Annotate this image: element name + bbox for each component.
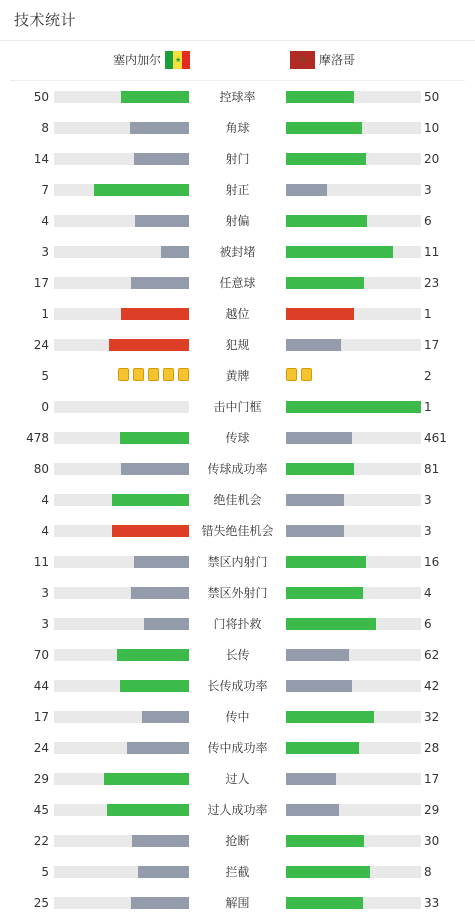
home-value: 478	[26, 431, 49, 445]
stat-row	[0, 149, 475, 169]
home-value: 7	[41, 183, 49, 197]
stat-label: 控球率	[219, 90, 256, 104]
yellow-card-icon	[301, 368, 312, 381]
stat-row	[0, 831, 475, 851]
stat-row	[0, 490, 475, 510]
away-bar-fill	[286, 153, 366, 165]
stat-label: 过人	[225, 772, 250, 786]
away-bar-fill	[286, 742, 359, 754]
stat-row	[0, 552, 475, 572]
away-bar-track	[286, 773, 421, 785]
away-bar-fill	[286, 339, 341, 351]
away-bar-track	[286, 277, 421, 289]
yellow-card-icon	[148, 368, 159, 381]
home-value: 8	[41, 121, 49, 135]
away-bar-track	[286, 866, 421, 878]
away-value: 29	[424, 803, 440, 817]
yellow-card-icon	[163, 368, 174, 381]
stat-row	[0, 893, 475, 913]
stat-label: 错失绝佳机会	[201, 524, 274, 538]
stat-label: 传中成功率	[207, 741, 268, 755]
away-value: 3	[424, 524, 432, 538]
away-bar-track	[286, 711, 421, 723]
away-bar-track	[286, 618, 421, 630]
home-bar-fill	[132, 835, 189, 847]
home-value: 3	[41, 586, 49, 600]
away-bar-track	[286, 587, 421, 599]
away-bar-fill	[286, 618, 376, 630]
yellow-card-icon	[178, 368, 189, 381]
away-bar-fill	[286, 897, 363, 909]
home-bar-track	[54, 556, 189, 568]
away-value: 62	[424, 648, 440, 662]
away-bar-track	[286, 308, 421, 320]
home-bar-track	[54, 494, 189, 506]
stat-row	[0, 707, 475, 727]
away-bar-fill	[286, 835, 364, 847]
away-bar-fill	[286, 308, 354, 320]
away-value: 6	[424, 214, 432, 228]
home-value: 22	[33, 834, 49, 848]
away-yellow-cards	[286, 368, 312, 381]
page-title: 技术统计	[14, 11, 77, 29]
home-value: 3	[41, 245, 49, 259]
away-bar-track	[286, 649, 421, 661]
away-bar-track	[286, 742, 421, 754]
home-value: 24	[33, 338, 49, 352]
away-bar-track	[286, 556, 421, 568]
away-value: 2	[424, 369, 432, 383]
away-bar-fill	[286, 556, 366, 568]
away-value: 32	[424, 710, 440, 724]
home-bar-track	[54, 153, 189, 165]
yellow-card-icon	[133, 368, 144, 381]
away-bar-track	[286, 494, 421, 506]
home-value: 5	[41, 865, 49, 879]
away-bar-track	[286, 432, 421, 444]
divider	[10, 80, 465, 81]
stat-label: 长传成功率	[207, 679, 268, 693]
stat-label: 射正	[225, 183, 250, 197]
away-bar-track	[286, 184, 421, 196]
home-bar-track	[54, 711, 189, 723]
stat-row	[0, 180, 475, 200]
home-bar-fill	[161, 246, 189, 258]
home-bar-fill	[131, 277, 189, 289]
away-team	[290, 51, 355, 69]
home-value: 4	[41, 524, 49, 538]
home-bar-fill	[135, 215, 189, 227]
away-bar-fill	[286, 680, 352, 692]
stat-label: 射门	[225, 152, 250, 166]
away-value: 461	[424, 431, 447, 445]
away-bar-track	[286, 246, 421, 258]
home-bar-track	[54, 277, 189, 289]
home-bar-track	[54, 587, 189, 599]
stat-label: 角球	[225, 121, 250, 135]
home-bar-fill	[131, 897, 189, 909]
stat-label: 长传	[225, 648, 250, 662]
home-bar-track	[54, 401, 189, 413]
away-value: 3	[424, 493, 432, 507]
stat-row	[0, 862, 475, 882]
away-bar-track	[286, 215, 421, 227]
stat-row	[0, 459, 475, 479]
away-bar-track	[286, 835, 421, 847]
home-bar-track	[54, 432, 189, 444]
home-bar-fill	[107, 804, 189, 816]
away-value: 4	[424, 586, 432, 600]
stat-row	[0, 366, 475, 386]
home-bar-fill	[120, 432, 189, 444]
home-bar-fill	[109, 339, 189, 351]
home-bar-fill	[144, 618, 189, 630]
away-value: 33	[424, 896, 440, 910]
stat-row	[0, 118, 475, 138]
home-bar-track	[54, 866, 189, 878]
stat-label: 传中	[225, 710, 250, 724]
stat-row	[0, 645, 475, 665]
home-bar-track	[54, 804, 189, 816]
home-bar-track	[54, 742, 189, 754]
away-bar-track	[286, 680, 421, 692]
away-value: 10	[424, 121, 440, 135]
away-value: 17	[424, 338, 440, 352]
stat-label: 射偏	[225, 214, 250, 228]
stat-row	[0, 304, 475, 324]
home-team	[113, 51, 190, 69]
stat-label: 过人成功率	[207, 803, 268, 817]
away-value: 11	[424, 245, 440, 259]
home-bar-fill	[142, 711, 189, 723]
stat-row	[0, 242, 475, 262]
stat-label: 越位	[225, 307, 250, 321]
away-bar-fill	[286, 649, 349, 661]
home-bar-fill	[121, 91, 189, 103]
home-value: 50	[33, 90, 49, 104]
away-team-name: 摩洛哥	[319, 53, 356, 67]
stat-label: 门将扑救	[213, 617, 262, 631]
home-value: 70	[33, 648, 49, 662]
stat-label: 禁区内射门	[207, 555, 268, 569]
away-bar-track	[286, 339, 421, 351]
yellow-card-icon	[286, 368, 297, 381]
home-value: 4	[41, 214, 49, 228]
home-value: 25	[33, 896, 49, 910]
home-bar-track	[54, 215, 189, 227]
away-value: 6	[424, 617, 432, 631]
away-bar-fill	[286, 432, 352, 444]
home-bar-track	[54, 897, 189, 909]
away-bar-track	[286, 525, 421, 537]
stat-row	[0, 521, 475, 541]
home-bar-track	[54, 184, 189, 196]
stat-label: 禁区外射门	[207, 586, 268, 600]
stat-label: 黄牌	[225, 369, 250, 383]
away-value: 1	[424, 307, 432, 321]
home-bar-fill	[104, 773, 189, 785]
stat-row	[0, 335, 475, 355]
senegal-flag-icon: ★	[165, 51, 190, 69]
home-value: 80	[33, 462, 49, 476]
away-value: 20	[424, 152, 440, 166]
home-team-name: 塞内加尔	[112, 53, 161, 67]
stat-row	[0, 211, 475, 231]
away-value: 50	[424, 90, 440, 104]
stat-label: 击中门框	[213, 400, 262, 414]
home-bar-track	[54, 680, 189, 692]
home-value: 4	[41, 493, 49, 507]
stat-row	[0, 800, 475, 820]
home-value: 11	[33, 555, 49, 569]
away-bar-fill	[286, 866, 370, 878]
away-bar-fill	[286, 773, 336, 785]
away-bar-fill	[286, 525, 344, 537]
stat-row	[0, 614, 475, 634]
home-bar-track	[54, 649, 189, 661]
home-bar-track	[54, 773, 189, 785]
stat-label: 被封堵	[219, 245, 256, 259]
away-value: 16	[424, 555, 440, 569]
away-value: 8	[424, 865, 432, 879]
home-value: 1	[41, 307, 49, 321]
home-bar-fill	[117, 649, 189, 661]
away-bar-fill	[286, 215, 367, 227]
stat-label: 任意球	[219, 276, 256, 290]
home-bar-fill	[121, 463, 189, 475]
home-bar-fill	[112, 494, 189, 506]
away-bar-track	[286, 463, 421, 475]
away-bar-track	[286, 153, 421, 165]
home-bar-track	[54, 122, 189, 134]
stat-row	[0, 738, 475, 758]
home-bar-fill	[127, 742, 189, 754]
home-value: 44	[33, 679, 49, 693]
away-value: 30	[424, 834, 440, 848]
stat-label: 传球成功率	[207, 462, 268, 476]
away-value: 28	[424, 741, 440, 755]
divider	[0, 40, 475, 41]
home-value: 29	[33, 772, 49, 786]
stat-row	[0, 87, 475, 107]
away-bar-fill	[286, 494, 344, 506]
stat-row	[0, 273, 475, 293]
home-value: 24	[33, 741, 49, 755]
home-value: 17	[33, 710, 49, 724]
away-value: 3	[424, 183, 432, 197]
home-bar-fill	[134, 556, 189, 568]
away-bar-track	[286, 91, 421, 103]
stat-row	[0, 769, 475, 789]
away-bar-track	[286, 804, 421, 816]
home-bar-track	[54, 463, 189, 475]
away-bar-fill	[286, 711, 374, 723]
away-value: 17	[424, 772, 440, 786]
away-bar-fill	[286, 246, 393, 258]
away-bar-fill	[286, 184, 327, 196]
home-value: 45	[33, 803, 49, 817]
yellow-card-icon	[118, 368, 129, 381]
home-bar-fill	[131, 587, 189, 599]
stat-label: 犯规	[225, 338, 250, 352]
away-bar-track	[286, 122, 421, 134]
away-value: 1	[424, 400, 432, 414]
stat-row	[0, 397, 475, 417]
stat-label: 绝佳机会	[213, 493, 262, 507]
home-bar-fill	[112, 525, 189, 537]
home-bar-fill	[130, 122, 189, 134]
away-bar-fill	[286, 463, 354, 475]
home-bar-track	[54, 246, 189, 258]
away-bar-fill	[286, 122, 362, 134]
away-bar-fill	[286, 587, 363, 599]
stat-row	[0, 676, 475, 696]
away-value: 81	[424, 462, 440, 476]
home-bar-fill	[121, 308, 189, 320]
away-bar-fill	[286, 91, 354, 103]
home-bar-fill	[134, 153, 189, 165]
home-bar-track	[54, 525, 189, 537]
home-bar-track	[54, 91, 189, 103]
home-bar-fill	[138, 866, 189, 878]
home-bar-track	[54, 339, 189, 351]
stat-row	[0, 428, 475, 448]
home-bar-track	[54, 308, 189, 320]
home-value: 0	[41, 400, 49, 414]
home-bar-track	[54, 835, 189, 847]
away-bar-fill	[286, 804, 339, 816]
home-value: 17	[33, 276, 49, 290]
away-bar-fill	[286, 277, 364, 289]
home-value: 3	[41, 617, 49, 631]
away-bar-track	[286, 401, 421, 413]
stat-label: 拦截	[225, 865, 250, 879]
away-value: 23	[424, 276, 440, 290]
stat-label: 解围	[225, 896, 250, 910]
home-value: 5	[41, 369, 49, 383]
stat-label: 抢断	[225, 834, 250, 848]
team-header	[0, 51, 475, 71]
away-bar-track	[286, 897, 421, 909]
away-value: 42	[424, 679, 440, 693]
home-yellow-cards	[118, 368, 189, 381]
home-bar-fill	[94, 184, 189, 196]
home-bar-track	[54, 618, 189, 630]
stat-row	[0, 583, 475, 603]
away-bar-fill	[286, 401, 421, 413]
stat-label: 传球	[225, 431, 250, 445]
home-bar-fill	[120, 680, 189, 692]
home-value: 14	[33, 152, 49, 166]
morocco-flag-icon: ✩	[290, 51, 315, 69]
